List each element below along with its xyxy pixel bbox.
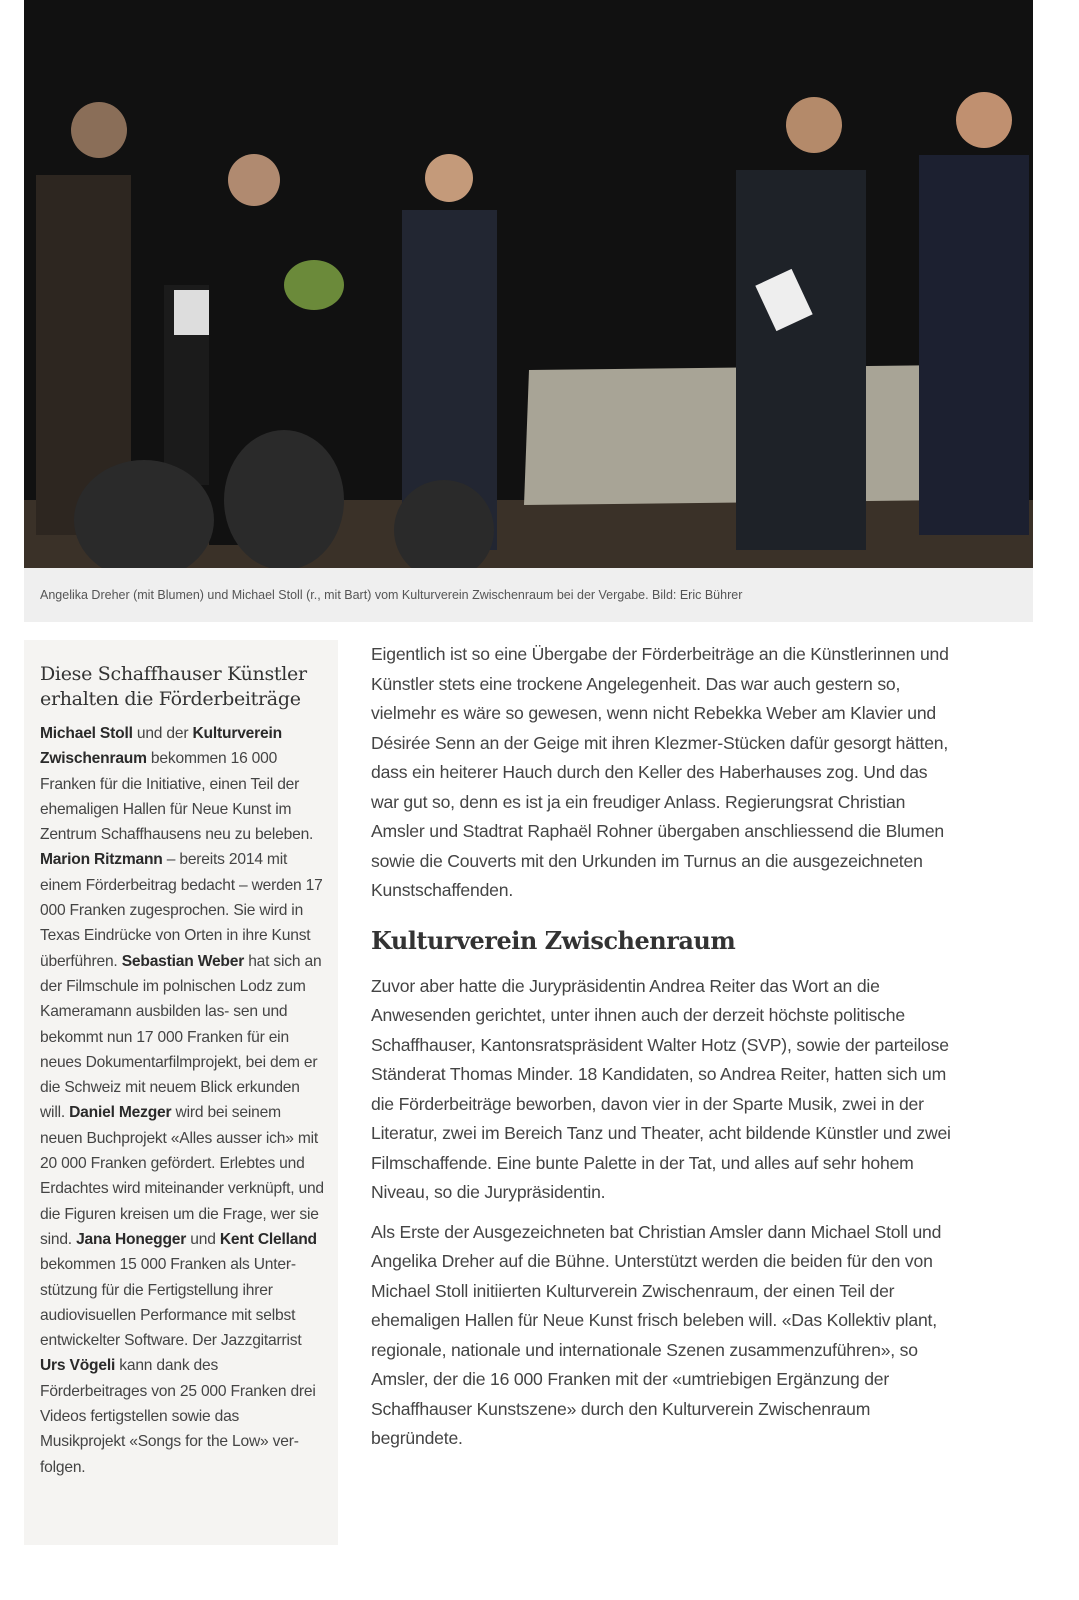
stage-photo-illustration [24, 0, 1033, 568]
info-text: bekommen 15 000 Franken als Unter- stützung für die Fertigstellung ihrer audiovisuellen Performance mit selbst entwickelter Software. Der Jazzgitarrist [40, 1256, 302, 1350]
info-text: und der [132, 725, 193, 742]
artist-name: Michael Stoll [40, 725, 133, 742]
info-text: und [186, 1230, 220, 1248]
paragraph: Eigentlich ist so eine Übergabe der Förderbeiträge an die Künstlerinnen und Künstler stets eine trockene Angelegenheit. Das war auch gestern so, vielmehr es wäre so gewesen, wenn nicht Rebekka Weber am Klavier und Désirée Senn an der Geige mit ihren Klezmer-Stücken dafür gesorgt hätten, dass ein heiterer Hauch durch den Keller des Haberhauses zog. Und das war gut so, denn es ist ja ein freudiger Anlass. Regierungsrat Christian Amsler und Stadtrat Raphaël Rohner übergaben anschliessend die Blumen sowie die Couverts mit den Urkunden im Turnus an die ausgezeichneten Kunstschaffenden. [371, 644, 949, 900]
info-box [24, 640, 338, 1545]
artist-name: Sebastian Weber [121, 952, 245, 970]
paragraph: Als Erste der Ausgezeichneten bat Christian Amsler dann Michael Stoll und Angelika Dreher auf die Bühne. Unterstützt werden die beiden für den von Michael Stoll initiierten Kulturverein Zwischenraum, der einen Teil der ehemaligen Hallen für Neue Kunst frisch beleben will. «Das Kollektiv plant, regionale, nationale und internationale Szenen zusammenzuführen», so Amsler, der die 16 000 Franken mit der «umtriebigen Ergänzung der Schaffhauser Kunstszene» durch den Kulturverein Zwischenraum begründete. [371, 1221, 942, 1448]
artist-name: Kulturverein Zwischenraum [40, 725, 282, 768]
article-photo [24, 0, 1033, 568]
info-text: – bereits 2014 mit einem Förderbeitrag bedacht – werden 17 000 Franken zugesprochen. Sie wird in Texas Eindrücke von Orten in ihre Kunst überführen. [40, 851, 323, 970]
info-text: kann dank des Förderbeitrages von 25 000 Franken drei Videos fertigstellen sowie das Musikprojekt «Songs for the Low» ver- folgen. [40, 1357, 316, 1476]
section-heading: Kulturverein Zwischenraum [371, 925, 736, 955]
info-text: wird bei seinem neuen Buchprojekt «Alles ausser ich» mit 20 000 Franken gefördert. Erlebtes und Erdachtes wird miteinander verknüpft, und die Figuren kreisen um die Frage, wer sie sind. [40, 1104, 324, 1248]
artist-name: Daniel Mezger [69, 1104, 172, 1122]
info-box-title: Diese Schaffhauser Künstler erhalten die Förderbeiträge [40, 663, 307, 710]
info-text: bekommen 16 000 Franken für die Initiative, einen Teil der ehemaligen Hallen für Neue Kunst im Zentrum Schaffhausens neu zu beleben. [40, 750, 314, 844]
info-box-text [40, 721, 324, 1480]
info-text: hat sich an der Filmschule im polnischen Lodz zum Kameramann ausbilden las- sen und bekommt nun 17 000 Franken für ein neues Dokumentarfilmprojekt, bei dem er die Schweiz mit neuem Blick erkunden will. [40, 952, 322, 1122]
artist-name: Urs Vögeli [40, 1357, 116, 1375]
artist-name: Kent Clelland [219, 1230, 317, 1248]
article-body [371, 640, 951, 1464]
photo-caption: Angelika Dreher (mit Blumen) und Michael Stoll (r., mit Bart) vom Kulturverein Zwischenraum bei der Vergabe. Bild: Eric Bührer [24, 568, 1033, 622]
artist-name: Marion Ritzmann [40, 851, 163, 869]
artist-name: Jana Honegger [76, 1230, 187, 1248]
paragraph: Zuvor aber hatte die Jurypräsidentin Andrea Reiter das Wort an die Anwesenden gerichtet, unter ihnen auch der derzeit höchste politische Schaffhauser, Kantonsratspräsident Walter Hotz (SVP), sowie der parteilose Ständerat Thomas Minder. 18 Kandidaten, so Andrea Reiter, hatten sich um die Förderbeiträge beworben, davon vier in der Sparte Musik, zwei in der Literatur, zwei im Bereich Tanz und Theater, acht bildende Künstler und zwei Filmschaffende. Eine bunte Palette in der Tat, und alles auf sehr hohem Niveau, so die Jurypräsidentin. [371, 975, 951, 1202]
